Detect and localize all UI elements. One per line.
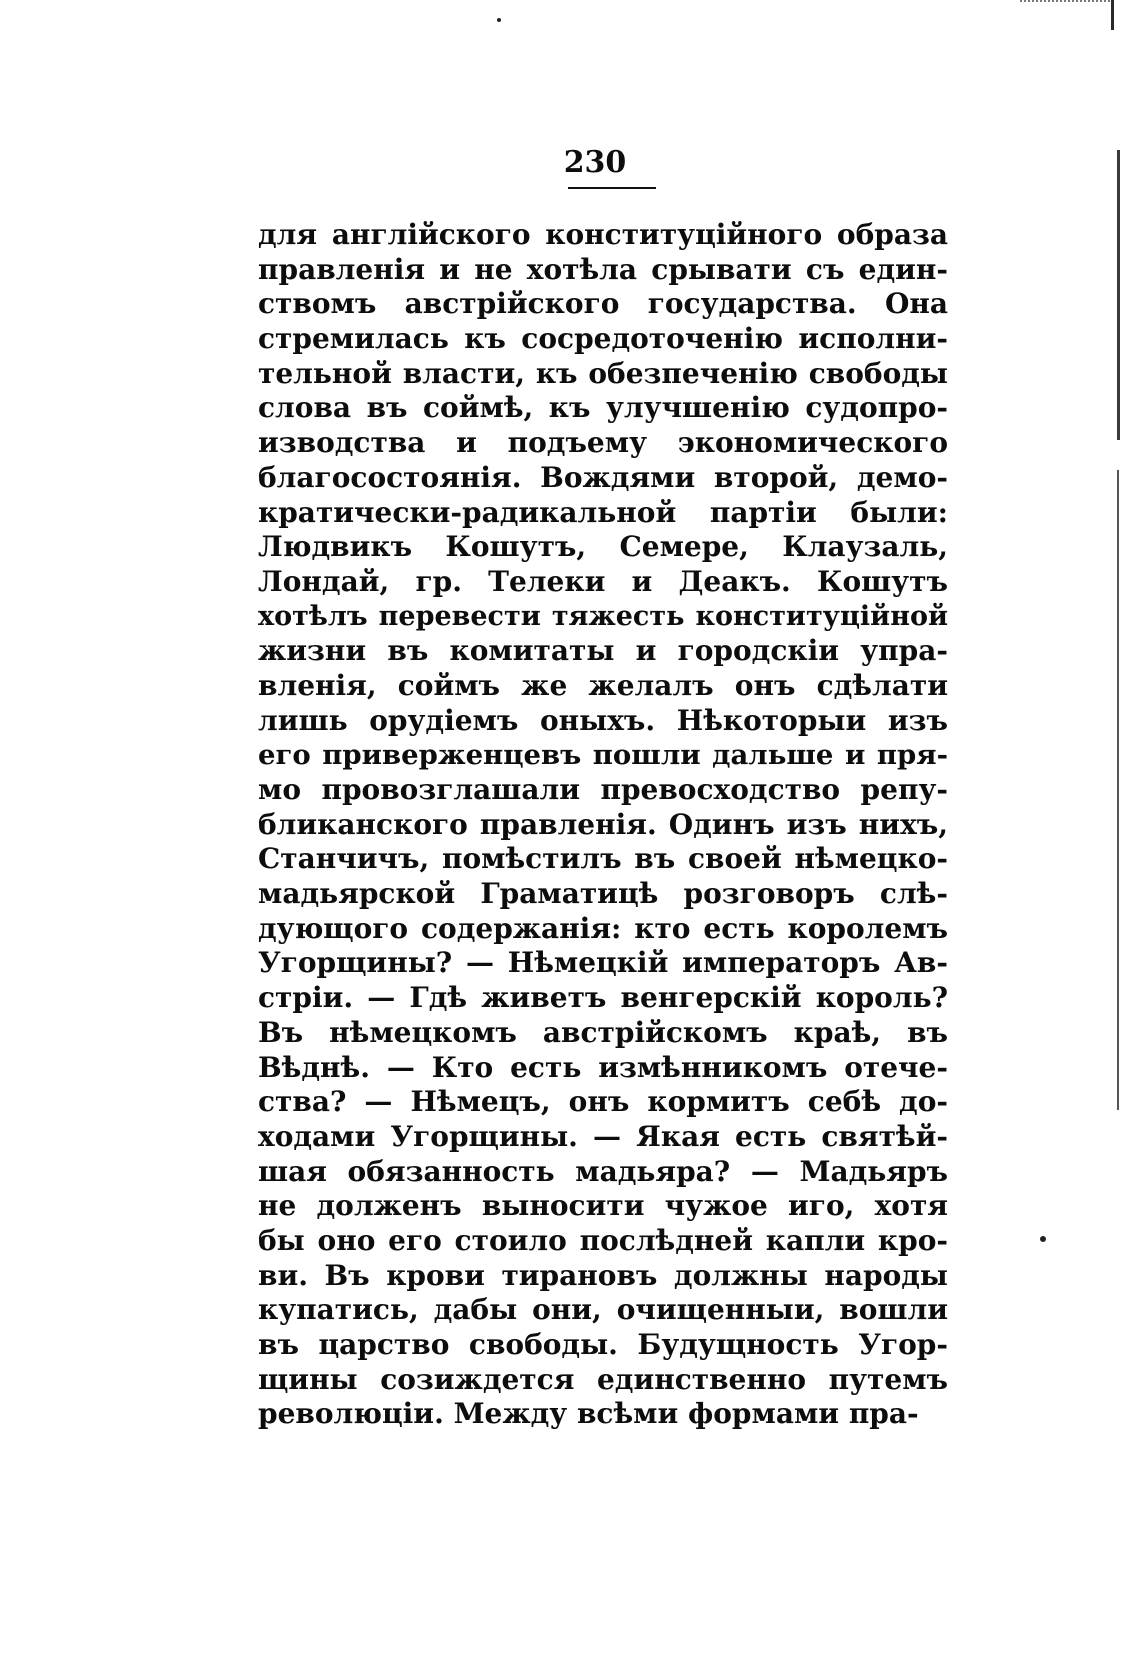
page-edge-rule bbox=[1117, 150, 1120, 440]
text-line: мадьярской Граматицѣ розговоръ слѣ- bbox=[258, 877, 948, 911]
text-line: стріи. — Гдѣ живетъ венгерскій король? bbox=[258, 981, 948, 1015]
page-edge-dots bbox=[1020, 0, 1110, 8]
text-line: купатись, дабы они, очищенныи, вошли bbox=[258, 1293, 948, 1327]
text-line: правленія и не хотѣла срывати съ един- bbox=[258, 252, 948, 286]
text-line: слова въ соймѣ, къ улучшенію судопро- bbox=[258, 391, 948, 425]
text-line: для англійского конституційного образа bbox=[258, 218, 948, 251]
text-line: Станчичъ, помѣстилъ въ своей нѣмецко- bbox=[258, 842, 948, 876]
text-line: ходами Угорщины. — Якая есть святѣй- bbox=[258, 1119, 948, 1153]
print-speck bbox=[1040, 1236, 1046, 1242]
text-line: Вѣднѣ. — Кто есть измѣнникомъ отече- bbox=[258, 1050, 948, 1084]
text-line: Людвикъ Кошутъ, Семере, Клаузаль, bbox=[258, 530, 948, 564]
text-line: революціи. Между всѣми формами пра- bbox=[258, 1397, 919, 1431]
text-line: не долженъ выносити чужое иго, хотя bbox=[258, 1189, 948, 1223]
text-line: изводства и подъему экономического bbox=[258, 426, 948, 460]
text-line: лишь орудіемъ оныхъ. Нѣкоторыи изъ bbox=[258, 703, 948, 737]
text-line: щины созиждется единственно путемъ bbox=[258, 1362, 948, 1396]
text-line: мо провозглашали превосходство репу- bbox=[258, 773, 948, 806]
text-line: ствомъ австрійского государства. Она bbox=[258, 287, 948, 321]
text-line: бы оно его стоило послѣдней капли кро- bbox=[258, 1223, 948, 1257]
text-line: въ царство свободы. Будущность Угор- bbox=[258, 1328, 948, 1361]
page-number-rule bbox=[568, 187, 656, 189]
page-edge-mark bbox=[1111, 0, 1114, 30]
text-line: хотѣлъ перевести тяжесть конституційной bbox=[258, 600, 948, 632]
text-line: дующого содержанія: кто есть королемъ bbox=[258, 911, 948, 945]
text-line: стремилась къ сосредоточенію исполни- bbox=[258, 322, 948, 356]
text-line: благосостоянія. Вождями второй, демо- bbox=[258, 460, 948, 494]
text-line: жизни въ комитаты и городскіи упра- bbox=[258, 634, 948, 668]
text-line: вленія, соймъ же желалъ онъ сдѣлати bbox=[258, 668, 948, 702]
text-line: ви. Въ крови тирановъ должны народы bbox=[258, 1258, 948, 1292]
text-line: его приверженцевъ пошли дальше и пря- bbox=[258, 739, 948, 772]
text-line: ства? — Нѣмецъ, онъ кормитъ себѣ до- bbox=[258, 1085, 948, 1119]
text-line: тельной власти, къ обезпеченію свободы bbox=[258, 356, 948, 390]
text-line: Въ нѣмецкомъ австрійскомъ краѣ, въ bbox=[258, 1015, 948, 1049]
page-number: 230 bbox=[563, 145, 627, 180]
text-line: бликанского правленія. Одинъ изъ нихъ, bbox=[258, 807, 948, 841]
body-text bbox=[258, 218, 948, 1432]
page-edge-rule bbox=[1117, 470, 1119, 1110]
text-line: Угорщины? — Нѣмецкій императоръ Ав- bbox=[258, 946, 948, 980]
print-speck bbox=[497, 18, 501, 22]
text-line: шая обязанность мадьяра? — Мадьяръ bbox=[258, 1154, 948, 1188]
text-line: Лондай, гр. Телеки и Деакъ. Кошутъ bbox=[258, 564, 948, 598]
text-line: кратически-радикальной партіи были: bbox=[258, 495, 948, 529]
